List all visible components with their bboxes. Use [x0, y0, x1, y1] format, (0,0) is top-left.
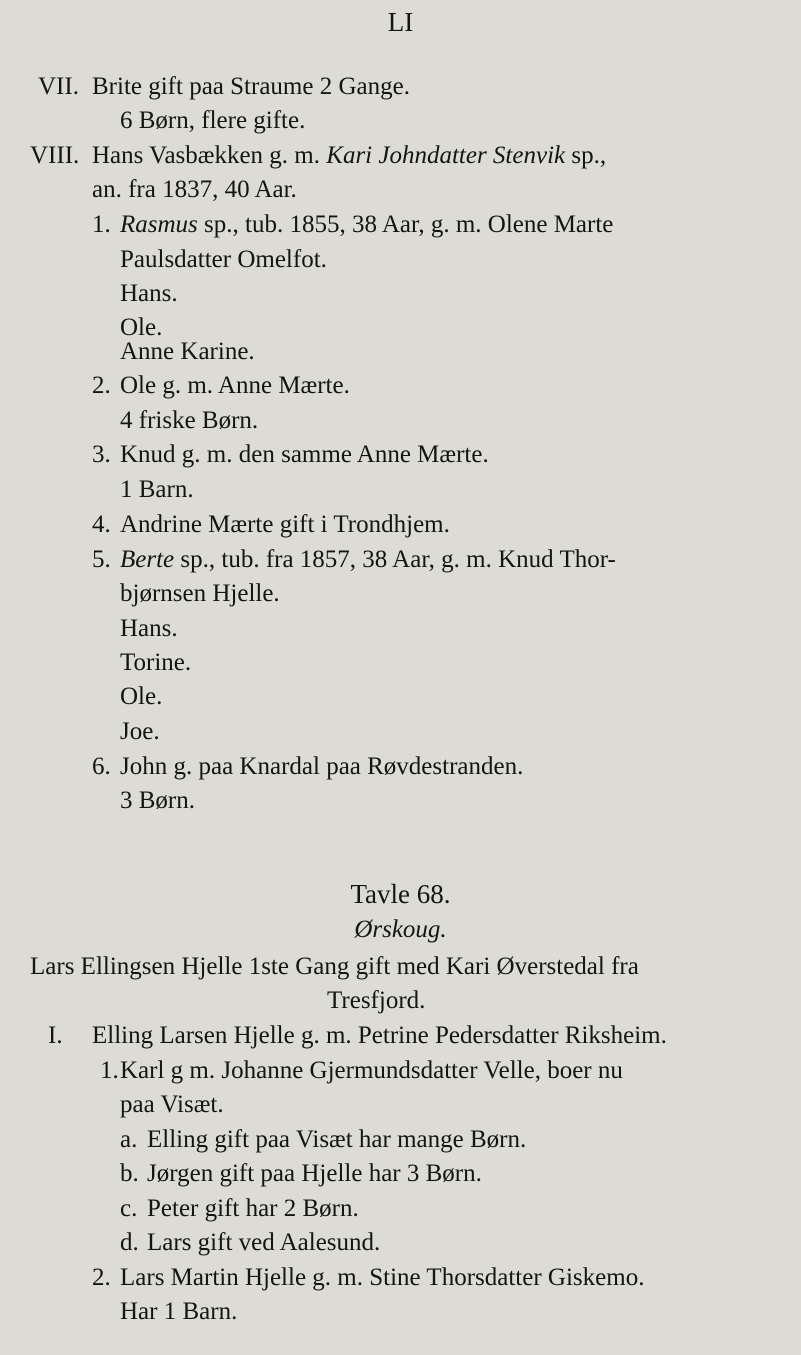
- sub-item: Har 1 Barn.: [120, 1298, 238, 1325]
- sub-item: Lars Martin Hjelle g. m. Stine Thorsdatter Giskemo.: [120, 1264, 645, 1291]
- list-item: 1 Barn.: [120, 476, 194, 503]
- list-item: Ole.: [120, 314, 163, 341]
- entry-vii-line-2: 6 Børn, flere gifte.: [120, 107, 306, 134]
- list-item-italic-name: Berte: [120, 546, 175, 573]
- list-item: 3 Børn.: [120, 787, 195, 814]
- list-item: Anne Karine.: [120, 338, 255, 365]
- page-number-header: LI: [387, 7, 414, 37]
- entry-i-line: Elling Larsen Hjelle g. m. Petrine Pedersdatter Riksheim.: [92, 1022, 667, 1049]
- sub-item-number: 1.: [100, 1057, 119, 1084]
- list-item: Andrine Mærte gift i Trondhjem.: [120, 511, 450, 538]
- list-item: John g. paa Knardal paa Røvdestranden.: [120, 753, 524, 780]
- list-item: [120, 545, 616, 575]
- roman-numeral-viii: VIII.: [30, 142, 80, 169]
- sub-item: Jørgen gift paa Hjelle har 3 Børn.: [147, 1160, 482, 1187]
- entry-viii-line-1: [92, 141, 606, 171]
- entry-viii-italic-name: Kari Johndatter Stenvik: [326, 142, 566, 169]
- entry-vii-line-1: Brite gift paa Straume 2 Gange.: [92, 73, 410, 100]
- list-item-number: 1.: [92, 211, 111, 238]
- sub-item-letter: c.: [120, 1195, 138, 1222]
- list-item: Ole.: [120, 683, 163, 710]
- roman-numeral-vii: VII.: [38, 73, 79, 100]
- list-item-number: 3.: [92, 441, 111, 468]
- list-item: Knud g. m. den samme Anne Mærte.: [120, 441, 489, 468]
- sub-item: Lars gift ved Aalesund.: [147, 1229, 381, 1256]
- sub-item-number: 2.: [92, 1264, 111, 1291]
- list-item: Ole g. m. Anne Mærte.: [120, 372, 350, 399]
- intro-line-2: Tresfjord.: [327, 987, 426, 1014]
- entry-viii-line-2: an. fra 1837, 40 Aar.: [92, 176, 297, 203]
- list-item: Joe.: [120, 718, 160, 745]
- section-subtitle: Ørskoug.: [354, 916, 447, 943]
- section-title: Tavle 68.: [350, 879, 451, 909]
- list-item-number: 5.: [92, 546, 111, 573]
- entry-viii-text-a: Hans Vasbækken g. m.: [92, 142, 321, 169]
- list-item-text: sp., tub. 1855, 38 Aar, g. m. Olene Marte: [204, 211, 614, 238]
- list-item: [120, 210, 613, 240]
- list-item-text: sp., tub. fra 1857, 38 Aar, g. m. Knud Thor-: [180, 546, 616, 573]
- list-item-number: 2.: [92, 372, 111, 399]
- list-item: Paulsdatter Omelfot.: [120, 246, 327, 273]
- intro-line-1: Lars Ellingsen Hjelle 1ste Gang gift med Kari Øverstedal fra: [30, 953, 639, 980]
- list-item: Torine.: [120, 649, 192, 676]
- sub-item: Peter gift har 2 Børn.: [147, 1195, 359, 1222]
- roman-numeral-i: I.: [48, 1022, 63, 1049]
- list-item-italic-name: Rasmus: [120, 211, 198, 238]
- sub-item-letter: b.: [120, 1160, 139, 1187]
- list-item: Hans.: [120, 615, 178, 642]
- list-item: 4 friske Børn.: [120, 407, 259, 434]
- sub-item-letter: a.: [120, 1126, 138, 1153]
- entry-viii-text-b: sp.,: [571, 142, 607, 169]
- sub-item: Karl g m. Johanne Gjermundsdatter Velle, boer nu: [120, 1057, 623, 1084]
- sub-item: Elling gift paa Visæt har mange Børn.: [147, 1126, 527, 1153]
- list-item: bjørnsen Hjelle.: [120, 580, 280, 607]
- sub-item: paa Visæt.: [120, 1091, 224, 1118]
- list-item-number: 4.: [92, 511, 111, 538]
- list-item-number: 6.: [92, 753, 111, 780]
- list-item: Hans.: [120, 280, 178, 307]
- sub-item-letter: d.: [120, 1229, 139, 1256]
